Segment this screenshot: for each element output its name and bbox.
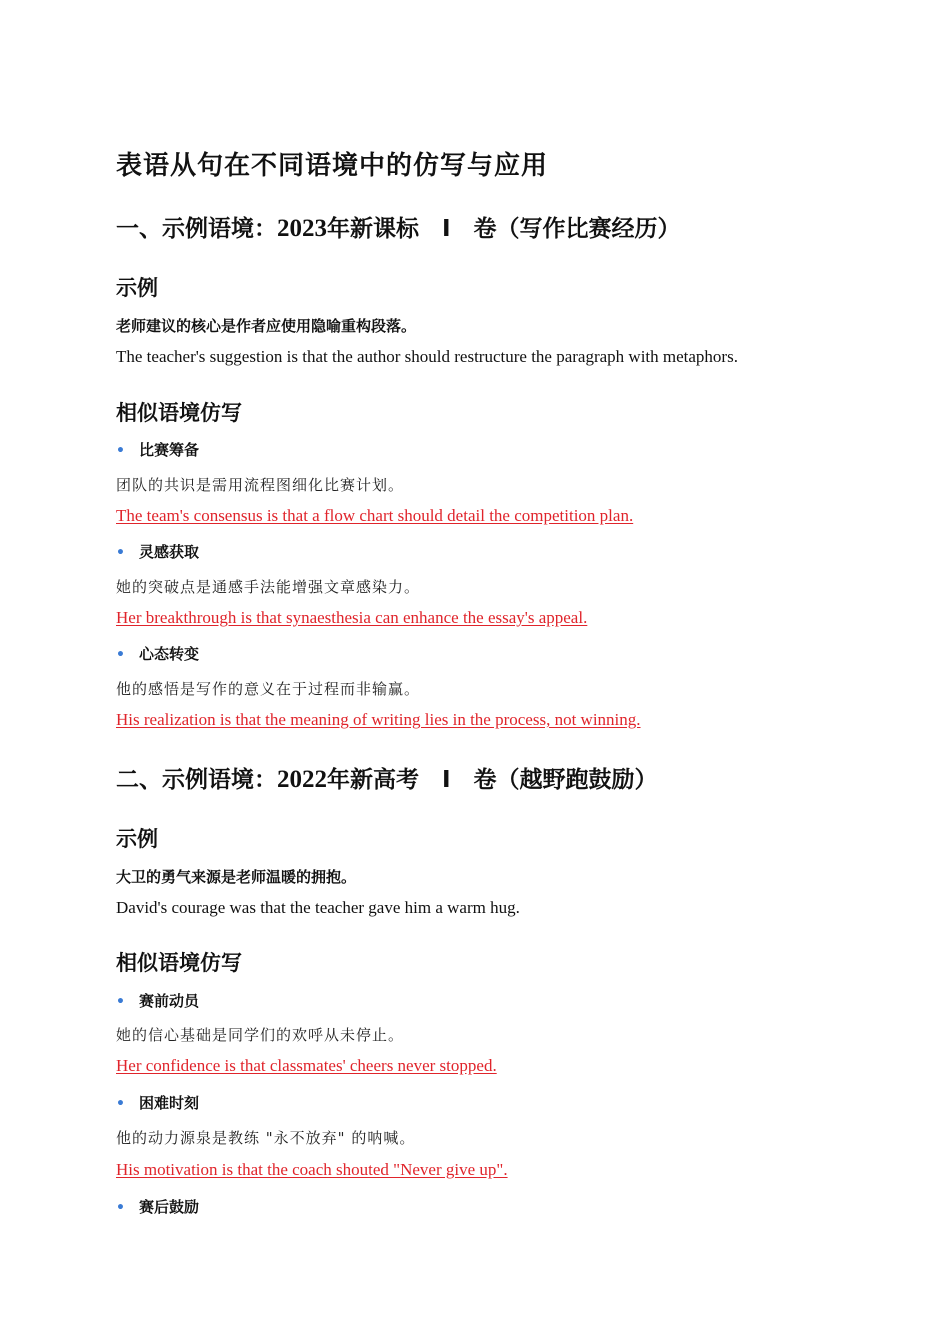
section-2-heading-prefix: 二、示例语境： <box>116 767 277 793</box>
section-1-item-1-answer: The team's consensus is that a flow chart should detail the competition plan. <box>116 506 634 525</box>
document-title: 表语从句在不同语境中的仿写与应用 <box>116 151 549 181</box>
section-2-heading-year: 2022 <box>277 766 327 793</box>
topic-label: 困难时刻 <box>139 1094 200 1112</box>
section-1-item-2-answer: Her breakthrough is that synaesthesia can enhance the essay's appeal. <box>116 608 588 627</box>
section-2-example-label: 示例 <box>116 827 158 851</box>
section-2-item-2-answer: His motivation is that the coach shouted "Never give up". <box>116 1160 508 1179</box>
section-1 <box>116 210 896 729</box>
section-2-heading <box>116 761 896 794</box>
topic-label: 赛前动员 <box>139 992 200 1010</box>
bullet-dot-icon: • <box>116 545 125 561</box>
section-2-item-1-answer: Her confidence is that classmates' cheers never stopped. <box>116 1056 497 1075</box>
topic-label: 心态转变 <box>139 645 200 663</box>
section-2-item-1-cn: 她的信心基础是同学们的欢呼从未停止。 <box>116 1026 405 1044</box>
bullet-dot-icon: • <box>116 1200 125 1216</box>
section-2-example-en: David's courage was that the teacher gave him a warm hug. <box>116 898 520 917</box>
bullet-dot-icon: • <box>116 443 125 459</box>
section-2-practice-label: 相似语境仿写 <box>116 951 242 975</box>
bullet-dot-icon: • <box>116 994 125 1010</box>
bullet-dot-icon: • <box>116 647 125 663</box>
section-2-item-1-topic <box>116 990 199 1011</box>
section-2-example-cn: 大卫的勇气来源是老师温暖的拥抱。 <box>116 868 357 886</box>
section-1-heading-suffix: 年新课标 Ⅰ 卷（写作比赛经历） <box>327 216 681 242</box>
topic-label: 灵感获取 <box>139 543 200 561</box>
section-2-item-2-cn: 他的动力源泉是教练 "永不放弃" 的呐喊。 <box>116 1129 416 1147</box>
section-2-item-3-topic <box>116 1196 199 1217</box>
topic-label: 比赛筹备 <box>139 441 200 459</box>
section-1-example-en: The teacher's suggestion is that the author should restructure the paragraph with metaphors. <box>116 347 738 366</box>
topic-label: 赛后鼓励 <box>139 1198 200 1216</box>
section-1-example-label: 示例 <box>116 276 158 300</box>
section-1-item-3-answer: His realization is that the meaning of writing lies in the process, not winning. <box>116 710 641 729</box>
section-1-example-cn: 老师建议的核心是作者应使用隐喻重构段落。 <box>116 317 417 335</box>
section-1-item-3-cn: 他的感悟是写作的意义在于过程而非输赢。 <box>116 680 421 698</box>
section-1-item-1-topic <box>116 439 199 460</box>
section-1-heading <box>116 210 896 243</box>
section-1-practice-label: 相似语境仿写 <box>116 401 242 425</box>
section-1-heading-prefix: 一、示例语境： <box>116 216 277 242</box>
section-1-heading-year: 2023 <box>277 215 327 242</box>
section-2-heading-suffix: 年新高考 Ⅰ 卷（越野跑鼓励） <box>327 767 658 793</box>
section-1-item-1-cn: 团队的共识是需用流程图细化比赛计划。 <box>116 476 405 494</box>
section-2 <box>116 761 896 1216</box>
section-2-item-2-topic <box>116 1092 199 1113</box>
bullet-dot-icon: • <box>116 1096 125 1112</box>
section-1-item-3-topic <box>116 643 199 664</box>
section-1-item-2-cn: 她的突破点是通感手法能增强文章感染力。 <box>116 578 421 596</box>
section-1-item-2-topic <box>116 541 199 562</box>
